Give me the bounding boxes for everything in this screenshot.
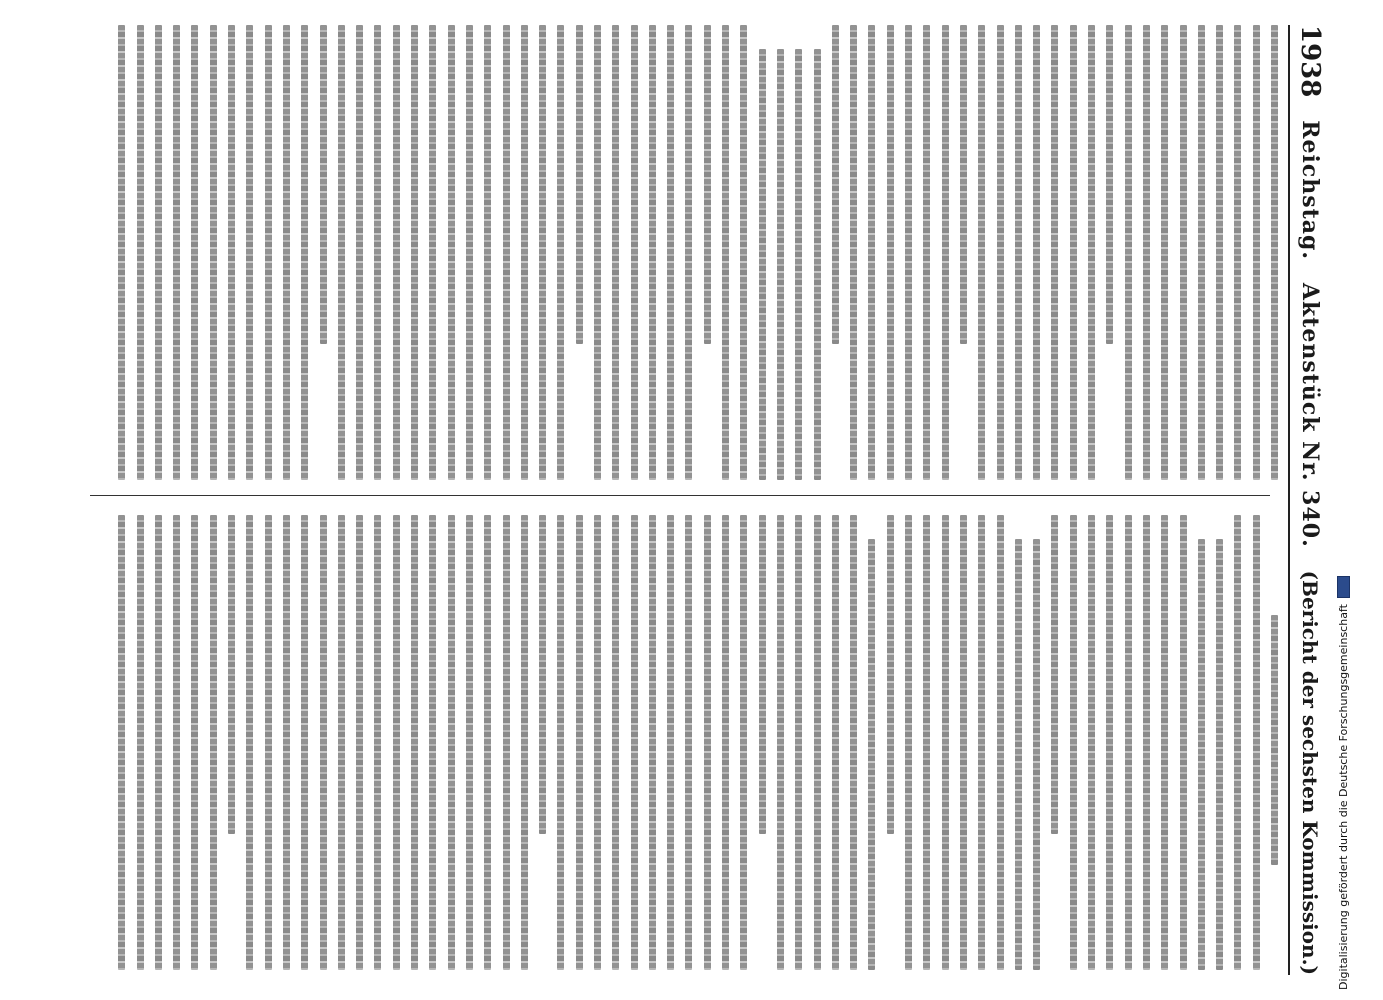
text-line xyxy=(429,515,436,970)
text-line xyxy=(503,515,510,970)
text-line xyxy=(1106,25,1113,344)
dfg-logo-icon xyxy=(1337,576,1350,598)
text-line xyxy=(374,515,381,970)
text-line xyxy=(1033,539,1040,970)
text-line xyxy=(338,25,345,480)
text-line xyxy=(722,25,729,480)
text-line xyxy=(594,25,601,480)
text-line xyxy=(887,515,894,834)
text-line xyxy=(1161,515,1168,970)
text-line xyxy=(923,515,930,970)
text-line xyxy=(649,515,656,970)
text-line xyxy=(1253,515,1260,970)
digitization-credit xyxy=(1337,576,1350,990)
text-line xyxy=(466,25,473,480)
text-line xyxy=(301,515,308,970)
text-line xyxy=(539,515,546,834)
text-line xyxy=(539,25,546,480)
text-line xyxy=(1033,25,1040,480)
text-line xyxy=(320,25,327,344)
text-line xyxy=(704,515,711,970)
text-line xyxy=(118,25,125,480)
text-line xyxy=(1088,25,1095,480)
text-line xyxy=(1015,539,1022,970)
text-line xyxy=(905,25,912,480)
text-line xyxy=(759,49,766,480)
text-line xyxy=(1271,25,1278,480)
text-line xyxy=(1070,515,1077,970)
text-line xyxy=(466,515,473,970)
text-line xyxy=(1180,25,1187,480)
text-line xyxy=(594,515,601,970)
text-line xyxy=(228,25,235,480)
text-line xyxy=(649,25,656,480)
page-title: Reichstag. xyxy=(1297,120,1323,261)
text-line xyxy=(612,25,619,480)
text-line xyxy=(740,515,747,970)
text-line xyxy=(978,515,985,970)
text-line xyxy=(704,25,711,344)
text-line xyxy=(997,515,1004,970)
text-line xyxy=(484,515,491,970)
text-line xyxy=(210,515,217,970)
text-line xyxy=(814,49,821,480)
text-line xyxy=(631,25,638,480)
text-line xyxy=(1180,515,1187,970)
text-line xyxy=(1216,539,1223,970)
text-line xyxy=(283,515,290,970)
text-line xyxy=(191,515,198,970)
text-line xyxy=(686,515,693,970)
text-line xyxy=(1234,25,1241,480)
text-line xyxy=(557,25,564,480)
text-line xyxy=(576,515,583,970)
text-line xyxy=(448,25,455,480)
text-line xyxy=(722,515,729,970)
text-line xyxy=(210,25,217,480)
text-line xyxy=(868,539,875,970)
credit-text: Digitalisierung gefördert durch die Deutsche Forschungsgemeinschaft xyxy=(1337,604,1350,990)
document-number: Aktenstück Nr. 340. xyxy=(1297,282,1323,548)
text-line xyxy=(265,25,272,480)
text-column-left xyxy=(88,25,1278,480)
text-line xyxy=(960,25,967,344)
text-line xyxy=(137,25,144,480)
text-line xyxy=(246,515,253,970)
text-line xyxy=(1198,25,1205,480)
text-line xyxy=(1070,25,1077,480)
text-line xyxy=(393,25,400,480)
text-line xyxy=(997,25,1004,480)
text-line xyxy=(557,515,564,970)
text-line xyxy=(173,25,180,480)
text-line xyxy=(923,25,930,480)
text-line xyxy=(356,515,363,970)
rotated-sheet xyxy=(80,25,1330,975)
text-line xyxy=(777,49,784,480)
text-line xyxy=(448,515,455,970)
text-line xyxy=(667,515,674,970)
column-divider xyxy=(90,495,1270,496)
text-line xyxy=(631,515,638,970)
text-line xyxy=(777,515,784,970)
text-line xyxy=(1198,539,1205,970)
text-line xyxy=(1088,515,1095,970)
text-line xyxy=(155,25,162,480)
text-line xyxy=(338,515,345,970)
text-line xyxy=(887,25,894,480)
text-line xyxy=(1161,25,1168,480)
text-line xyxy=(978,25,985,480)
text-line xyxy=(1125,25,1132,480)
text-line xyxy=(283,25,290,480)
text-line xyxy=(393,515,400,970)
page-number: 1938 xyxy=(1295,25,1325,98)
text-line xyxy=(356,25,363,480)
text-line xyxy=(850,515,857,970)
text-column-right xyxy=(88,515,1278,970)
text-line xyxy=(1125,515,1132,970)
report-title: (Bericht der sechsten Kommission.) xyxy=(1298,570,1322,975)
text-line xyxy=(246,25,253,480)
text-line xyxy=(1015,25,1022,480)
text-line xyxy=(960,515,967,970)
text-line xyxy=(814,515,821,970)
text-line xyxy=(320,515,327,970)
text-line xyxy=(374,25,381,480)
text-line xyxy=(612,515,619,970)
text-line xyxy=(1271,615,1278,865)
text-line xyxy=(795,515,802,970)
text-line xyxy=(1253,25,1260,480)
text-line xyxy=(1106,515,1113,970)
text-line xyxy=(1143,515,1150,970)
text-line xyxy=(942,25,949,480)
page-header xyxy=(1288,25,1330,975)
text-line xyxy=(484,25,491,480)
text-line xyxy=(265,515,272,970)
text-line xyxy=(137,515,144,970)
text-line xyxy=(191,25,198,480)
text-line xyxy=(868,25,875,480)
text-line xyxy=(759,515,766,834)
text-line xyxy=(1051,515,1058,834)
text-line xyxy=(905,515,912,970)
text-line xyxy=(942,515,949,970)
text-line xyxy=(1051,25,1058,480)
text-line xyxy=(521,515,528,970)
text-line xyxy=(740,25,747,480)
text-line xyxy=(118,515,125,970)
text-line xyxy=(576,25,583,344)
text-line xyxy=(173,515,180,970)
text-line xyxy=(832,515,839,970)
text-line xyxy=(521,25,528,480)
text-line xyxy=(1216,25,1223,480)
text-line xyxy=(850,25,857,480)
text-line xyxy=(686,25,693,480)
text-line xyxy=(795,49,802,480)
text-line xyxy=(301,25,308,480)
text-line xyxy=(411,515,418,970)
text-line xyxy=(1143,25,1150,480)
text-line xyxy=(411,25,418,480)
text-line xyxy=(667,25,674,480)
text-line xyxy=(832,25,839,344)
text-line xyxy=(503,25,510,480)
text-line xyxy=(155,515,162,970)
text-line xyxy=(429,25,436,480)
text-line xyxy=(1234,515,1241,970)
text-line xyxy=(228,515,235,834)
